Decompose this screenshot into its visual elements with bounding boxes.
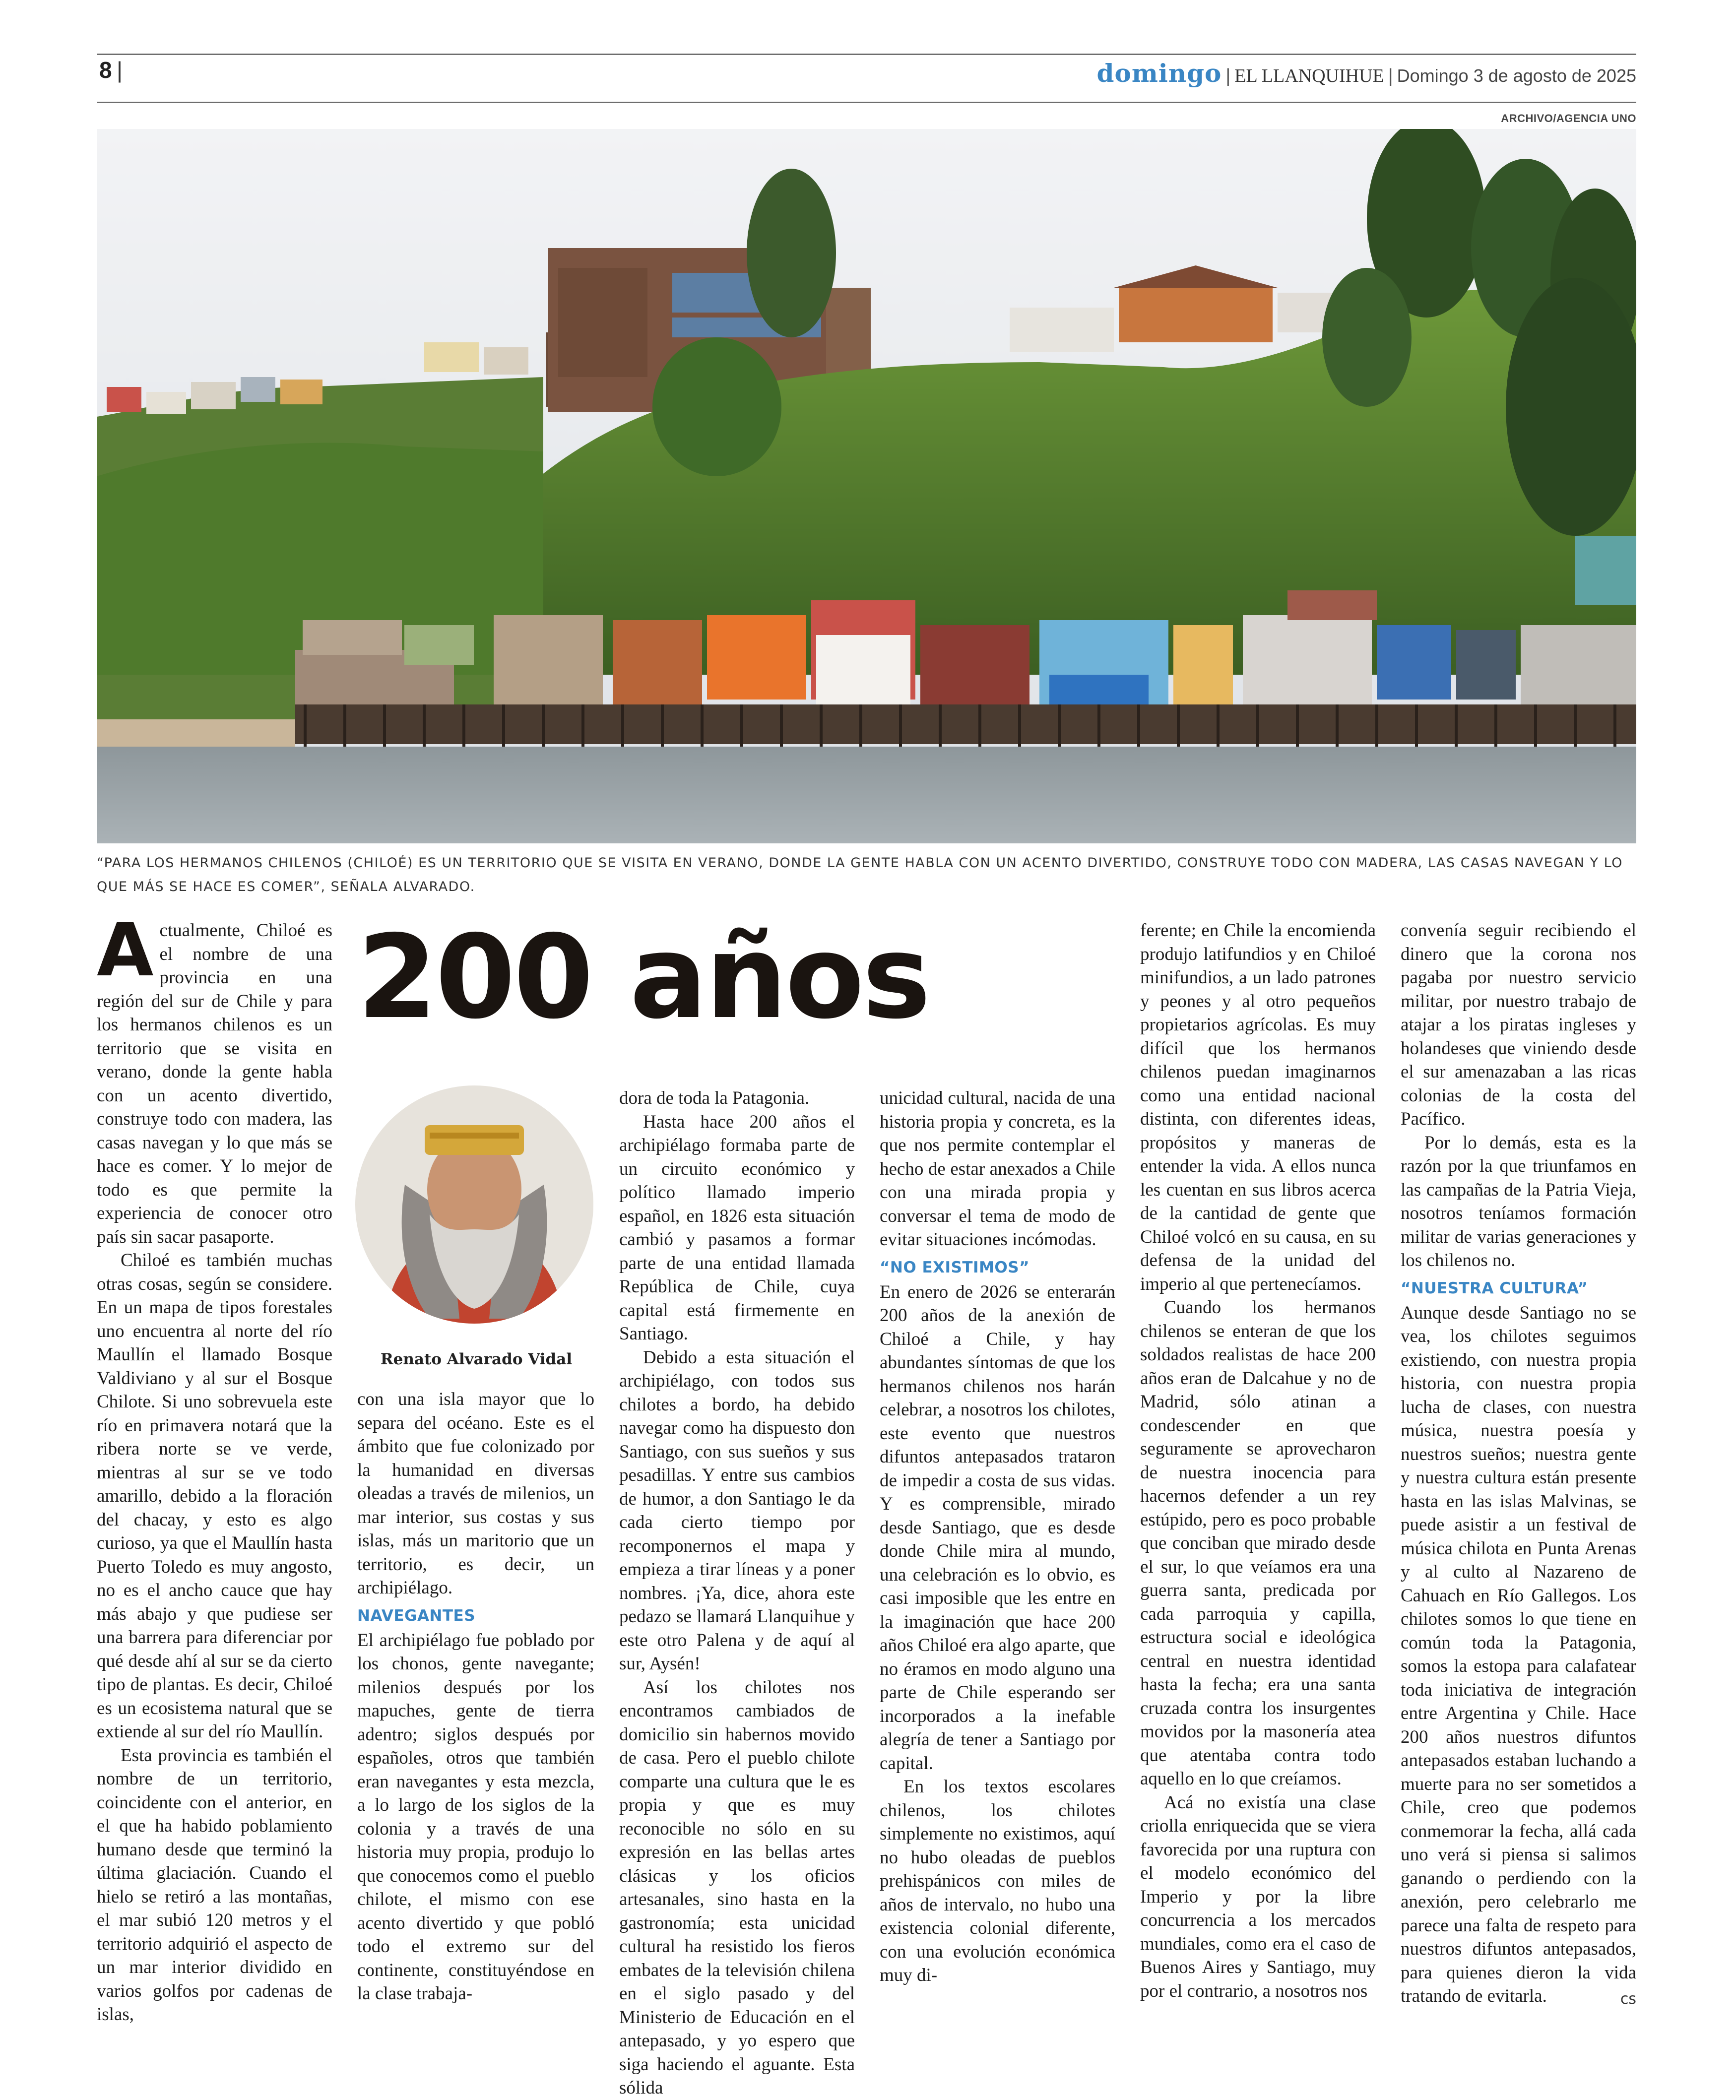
drop-cap: A bbox=[97, 907, 154, 993]
paragraph: Debido a esta situación el archipiélago, con todos sus chilotes a bordo, ha debido navegar como ha dispuesto don Santiago, con sus sueños y sus pesadillas. Y entre sus cambios de humor, a don Santiago le da cada cierto tiempo por recomponernos el mapa y empieza a tirar líneas y a poner nombres. ¡Ya, dice, ahora este pedazo se llamará Llanquihue y este otro Palena y de aquí al sur, Aysén! bbox=[619, 1347, 855, 1674]
header-top-rule bbox=[97, 54, 1636, 55]
paragraph: dora de toda la Patagonia. bbox=[619, 1088, 810, 1108]
paragraph: Acá no existía una clase criolla enriquecida que se viera favorecida por una ruptura con el modelo económico del Imperio y por la libre concurrencia a los mercados mundiales, como era el caso de Buenos Aires y Santiago, muy por el contrario, a nosotros nos bbox=[1140, 1792, 1376, 2001]
photo-credit: ARCHIVO/AGENCIA UNO bbox=[1501, 112, 1636, 125]
paragraph: Chiloé es también muchas otras cosas, según se considere. En un mapa de tipos forestales uno encuentra al norte del río Maullín el llamado Bosque Valdiviano y al sur el Bosque Chilote. Si uno sobrevuela este río en primavera notará que la ribera norte se ve verde, mientras al sur se ve todo amarillo, debido a la floración del chacay, y esto es algo curioso, ya que el Maullín hasta Puerto Toledo es muy angosto, no es el ancho cauce que hay más abajo y que pudiese ser una barrera para diferenciar por qué desde ahí al sur se da cierto tipo de plantas. Es decir, Chiloé es un ecosistema natural que se extiende al sur del río Maullín. bbox=[97, 1250, 332, 1742]
photo-caption: “PARA LOS HERMANOS CHILENOS (CHILOÉ) ES UN TERRITORIO QUE SE VISITA EN VERANO, DONDE LA GENTE HABLA CON UN ACENTO DIVERTIDO, CONSTRUYE TODO CON MADERA, LAS CASAS NAVEGAN Y LO QUE MÁS SE HACE ES COMER”, SEÑALA ALVARADO. bbox=[97, 855, 1623, 894]
masthead-separator: | bbox=[1225, 65, 1231, 86]
paragraph bbox=[1401, 1301, 1636, 2008]
main-photo-palafitos bbox=[97, 129, 1636, 843]
paragraph: Hasta hace 200 años el archipiélago formaba parte de un circuito económico y político llamado imperio español, en 1826 esta situación cambió y pasamos a formar parte de una entidad llamada República de Chile, cuya capital está firmemente en Santiago. bbox=[619, 1111, 855, 1344]
masthead-separator: | bbox=[1388, 65, 1393, 86]
subheading-navegantes: NAVEGANTES bbox=[357, 1606, 476, 1625]
paragraph bbox=[97, 907, 332, 1249]
paragraph: Por lo demás, esta es la razón por la que triunfamos en las campañas de la Patria Vieja, nosotros teníamos formación militar de varias generaciones y los chilenos no. bbox=[1401, 1132, 1636, 1271]
paragraph: Cuando los hermanos chilenos se enteran de que los soldados realistas de hace 200 años eran de Dalcahue y no de Madrid, sólo atinan a condescender en que seguramente se aprovecharon de nuestra inocencia para hacernos defender a un rey estúpido, pero es poco probable que conciban que mirado desde el sur, lo que veíamos era una guerra santa, predicada por cada parroquia y capilla, estructura social e ideológica central en nuestra identidad hasta la fecha; era una santa cruzada contra los insurgentes movidos por la masonería atea que atentaba contra todo aquello en lo que creíamos. bbox=[1140, 1297, 1376, 1789]
paragraph: Esta provincia es también el nombre de un territorio, coincidente con el anterior, en el que ha habido poblamiento humano desde que terminó la última glaciación. Cuando el hielo se retiró a las montañas, el mar subió 120 metros y el territorio adquirió el aspecto de un mar interior dividido en varios golfos por cadenas de islas, bbox=[97, 1745, 332, 2025]
article-column-4 bbox=[880, 1086, 1115, 1987]
article-column-5 bbox=[1140, 919, 1376, 2003]
article-headline: 200 años bbox=[357, 910, 929, 1044]
newspaper-name: EL LLANQUIHUE bbox=[1234, 65, 1384, 86]
paragraph: convenía seguir recibiendo el dinero que la corona nos pagaba por nuestro servicio militar, por nuestro trabajo de atajar a los piratas ingleses y holandeses que viniendo desde el sur amenazaban a las ricas colonias de la costa del Pacífico. bbox=[1401, 920, 1636, 1129]
subheading-no-existimos: “NO EXISTIMOS” bbox=[880, 1258, 1029, 1276]
header-bottom-rule bbox=[97, 102, 1636, 103]
article-column-2 bbox=[357, 1388, 594, 2006]
masthead bbox=[1097, 59, 1636, 88]
paragraph: unicidad cultural, nacida de una historia propia y concreta, es la que nos permite contemplar el hecho de estar anexados a Chile con una mirada propia y conversar el tema de modo de evitar situaciones incómodas. bbox=[880, 1088, 1115, 1250]
paragraph-text: Aunque desde Santiago no se vea, los chilotes seguimos existiendo, con nuestra propia historia, con nuestra propia lucha de clases, con nuestra música, nuestra poesía y nuestros sueños; nuestra gente y nuestra cultura están presente hasta en las islas Malvinas, se puede asistir a un festival de música chilota en Punta Arenas y al culto al Nazareno de Cahuach en Río Gallegos. Los chilotes somos lo que tiene en común toda la Patagonia, somos la estopa para calafatear toda iniciativa de integración entre Argentina y Chile. Hace 200 años nuestros difuntos antepasados estaban luchando a muerte para no ser sometidos a Chile, creo que podemos conmemorar la fecha, allá cada uno verá si piensa si salimos ganando o perdiendo con la anexión, pero celebrarlo me parece una falta de respeto para nuestros difuntos antepasados, para quienes dieron la vida tratando de evitarla. bbox=[1401, 1302, 1636, 2006]
author-portrait bbox=[355, 1085, 593, 1324]
page-number-separator: | bbox=[117, 57, 123, 83]
subheading-nuestra-cultura: “NUESTRA CULTURA” bbox=[1401, 1279, 1588, 1297]
article-column-1 bbox=[97, 907, 332, 2027]
paragraph: En enero de 2026 se enterarán 200 años de la anexión de Chiloé a Chile, y hay abundantes síntomas de que los hermanos chilenos nos harán celebrar, a nosotros los chilotes, este evento que nuestros difuntos antepasados trataron de impedir a costa de sus vidas. Y es comprensible, mirado desde Santiago, que es desde donde Chile mira al mundo, una celebración es lo obvio, es casi imposible que les entre en la imaginación que hace 200 años Chiloé era algo aparte, que no éramos en modo alguno una parte de Chile esperando ser incorporados a la inefable alegría de tener a Santiago por capital. bbox=[880, 1281, 1115, 1774]
paragraph: con una isla mayor que lo separa del océano. Este es el ámbito que fue colonizado por la humanidad en diversas oleadas a través de milenios, un mar interior, sus costas y sus islas, más un maritorio que un territorio, es decir, un archipiélago. bbox=[357, 1389, 594, 1598]
page-number: 8 bbox=[99, 57, 112, 83]
end-of-article-mark: cs bbox=[1620, 1990, 1636, 2008]
author-name: Renato Alvarado Vidal bbox=[380, 1350, 573, 1368]
section-name: domingo bbox=[1096, 59, 1222, 88]
paragraph: En los textos escolares chilenos, los chilotes simplemente no existimos, aquí no hubo oleadas de pueblos prehispánicos con miles de años de intervalo, no hubo una existencia colonial diferente, con una evolución económica muy di- bbox=[880, 1777, 1115, 1985]
paragraph-text: ctualmente, Chiloé es el nombre de una provincia en una región del sur de Chile y para los hermanos chilenos es un territorio que se visita en verano, donde la gente habla con un acento divertido, construye todo con madera, las casas navegan y lo que más se hace es comer. Y lo mejor de todo es que permite la experiencia de conocer otro país sin sacar pasaporte. bbox=[97, 920, 332, 1247]
paragraph: ferente; en Chile la encomienda produjo latifundios y en Chiloé minifundios, a un lado patrones y peones y al otro pequeños propietarios agrícolas. Es muy difícil que los hermanos chilenos puedan imaginarnos como una entidad nacional distinta, con diferentes ideas, propósitos y maneras de entender la vida. A ellos nunca les cuentan en sus libros acerca de la cantidad de gente que Chiloé volcó en su causa, en su defensa de la unidad del imperio al que pertenecíamos. bbox=[1140, 920, 1376, 1294]
issue-date: Domingo 3 de agosto de 2025 bbox=[1397, 65, 1636, 86]
paragraph: El archipiélago fue poblado por los chonos, gente navegante; milenios después por los mapuches, gente de tierra adentro; siglos después por españoles, otros que también eran navegantes y esta mezcla, a lo largo de los siglos de la colonia y a través de una historia muy propia, produjo lo que conocemos como el pueblo chilote, el mismo con ese acento divertido y que pobló todo el extremo sur del continente, constituyéndose en la clase trabaja- bbox=[357, 1630, 594, 2004]
paragraph: Así los chilotes nos encontramos cambiados de domicilio sin habernos movido de casa. Pero el pueblo chilote comparte una cultura que le es propia y que es muy reconocible no sólo en su expresión en las bellas artes clásicas y los oficios artesanales, sino hasta en la gastronomía; esta unicidad cultural ha resistido los fieros embates de la televisión chilena en el siglo pasado y del Ministerio de Educación en el antepasado, y yo espero que siga haciendo el aguante. Esta sólida bbox=[619, 1677, 855, 2098]
article-column-3 bbox=[619, 1086, 855, 2100]
article-column-6 bbox=[1401, 919, 1636, 2011]
